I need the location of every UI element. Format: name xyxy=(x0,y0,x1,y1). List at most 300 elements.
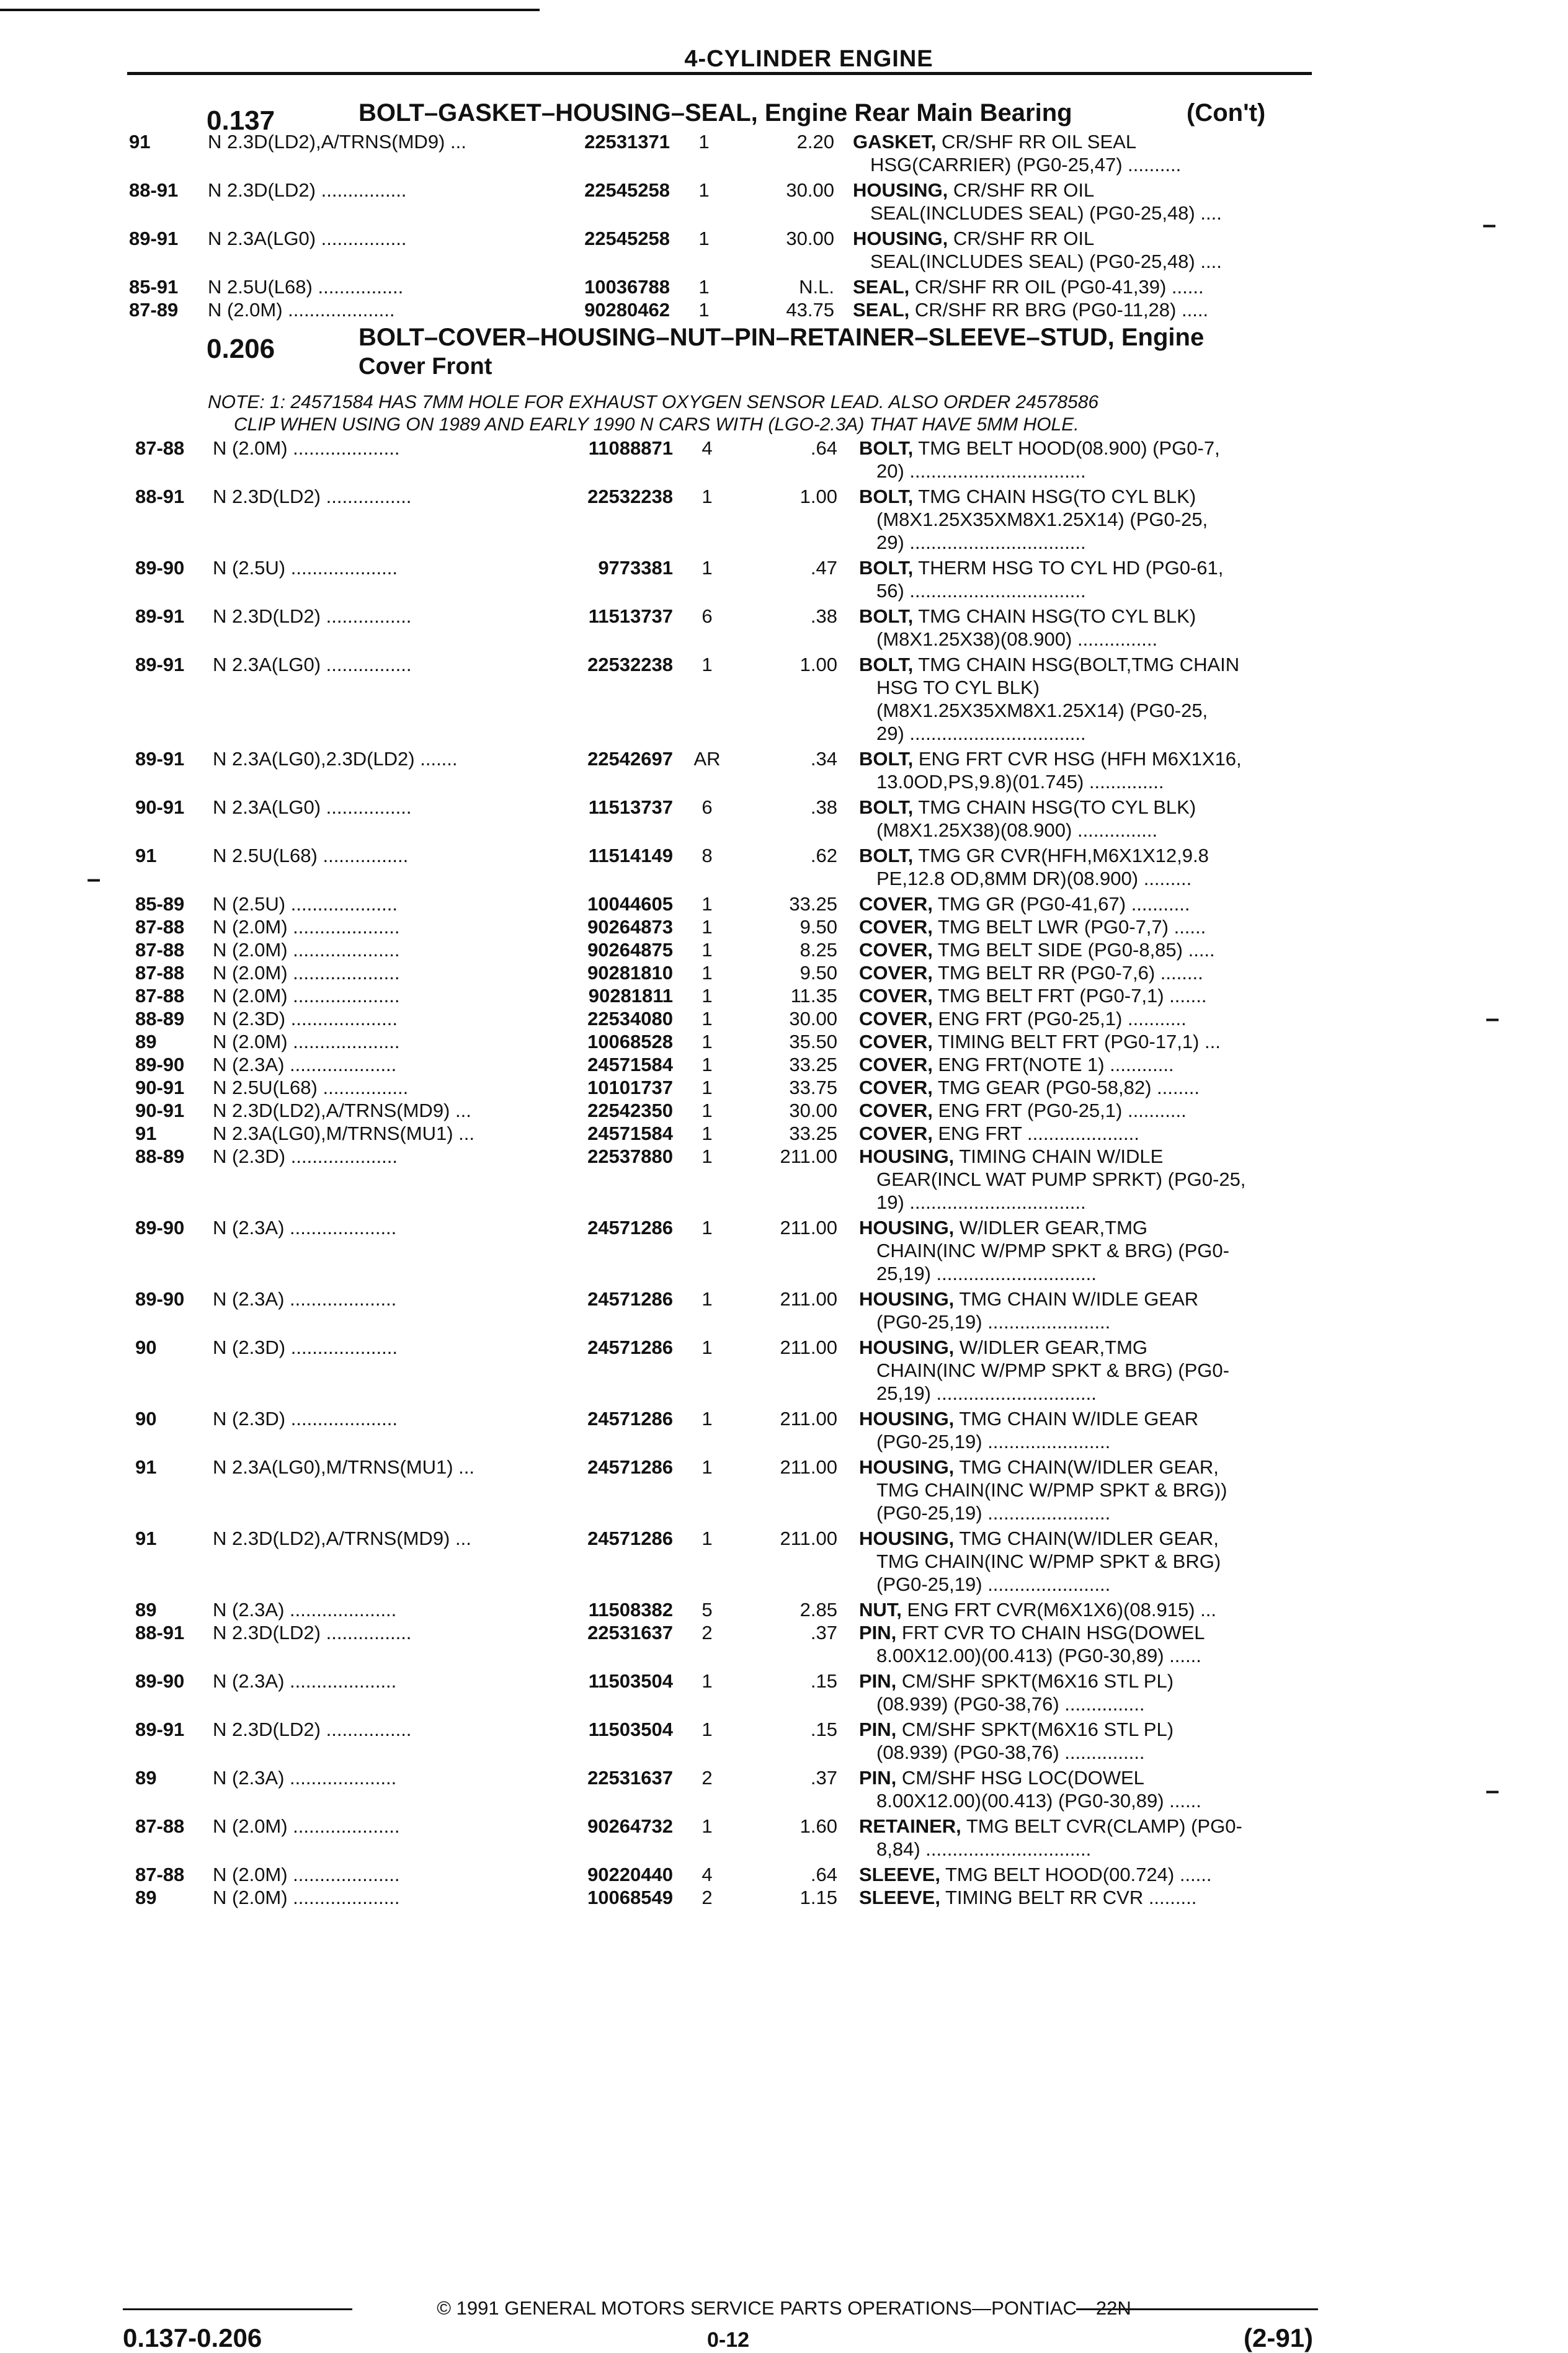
description-line: HOUSING, TMG CHAIN(W/IDLER GEAR, xyxy=(859,1528,1219,1549)
quantity: 1 xyxy=(698,131,710,153)
section-title: BOLT–GASKET–HOUSING–SEAL, Engine Rear Main Bearing xyxy=(359,99,1072,127)
description-continuation: (PG0-25,19) ....................... xyxy=(876,1311,1111,1333)
quantity: 1 xyxy=(698,299,710,321)
description-continuation: 29) ................................. xyxy=(876,723,1086,744)
part-description xyxy=(859,915,1315,938)
description-continuation: CHAIN(INC W/PMP SPKT & BRG) (PG0- xyxy=(876,1359,1229,1381)
description-continuation: CHAIN(INC W/PMP SPKT & BRG) (PG0- xyxy=(876,1240,1229,1261)
series-code: N 2.3D(LD2) ................ xyxy=(213,486,412,507)
quantity: 1 xyxy=(702,1288,713,1310)
price: 30.00 xyxy=(789,1100,837,1121)
series-code: N 2.3D(LD2),A/TRNS(MD9) ... xyxy=(213,1100,471,1121)
part-number: 90264732 xyxy=(587,1815,673,1837)
description-line: COVER, TMG BELT FRT (PG0-7,1) ....... xyxy=(859,985,1207,1007)
description-line: HOUSING, TMG CHAIN(W/IDLER GEAR, xyxy=(859,1456,1219,1478)
model-years: 91 xyxy=(129,131,151,153)
series-code: N (2.0M) .................... xyxy=(208,299,395,321)
part-description xyxy=(853,130,1309,176)
part-description xyxy=(859,1216,1315,1285)
part-description xyxy=(859,844,1315,890)
price: 33.25 xyxy=(789,1054,837,1075)
part-number: 22534080 xyxy=(587,1008,673,1030)
description-continuation: 13.0OD,PS,9.8)(01.745) .............. xyxy=(876,771,1164,793)
price: .62 xyxy=(810,845,837,866)
quantity: 1 xyxy=(702,1145,713,1167)
part-description xyxy=(859,1670,1315,1715)
part-number: 11508382 xyxy=(588,1599,673,1621)
description-continuation: (M8X1.25X35XM8X1.25X14) (PG0-25, xyxy=(876,700,1208,721)
price: 211.00 xyxy=(780,1408,837,1430)
quantity: 1 xyxy=(702,557,713,579)
quantity: 1 xyxy=(702,1123,713,1144)
quantity: 1 xyxy=(702,1815,713,1837)
section-note-line-2: CLIP WHEN USING ON 1989 AND EARLY 1990 N CARS WITH (LGO-2.3A) THAT HAVE 5MM HOLE. xyxy=(234,414,1079,435)
margin-mark: – xyxy=(87,865,101,892)
quantity: 1 xyxy=(702,939,713,961)
price: .34 xyxy=(810,748,837,770)
series-code: N (2.3A) .................... xyxy=(213,1288,397,1310)
price: 9.50 xyxy=(800,962,837,984)
series-code: N 2.3D(LD2) ................ xyxy=(213,1719,412,1740)
series-code: N (2.0M) .................... xyxy=(213,962,400,984)
margin-mark: – xyxy=(1482,211,1497,238)
description-line: COVER, ENG FRT(NOTE 1) ............ xyxy=(859,1054,1174,1075)
part-number: 22542350 xyxy=(587,1100,673,1121)
description-line: HOUSING, W/IDLER GEAR,TMG xyxy=(859,1217,1148,1239)
description-line: PIN, CM/SHF SPKT(M6X16 STL PL) xyxy=(859,1719,1174,1740)
part-description xyxy=(859,1122,1315,1145)
price: 30.00 xyxy=(789,1008,837,1030)
part-number: 24571286 xyxy=(587,1288,673,1310)
quantity: 1 xyxy=(702,1528,713,1549)
quantity: 1 xyxy=(702,1077,713,1098)
price: .37 xyxy=(810,1767,837,1789)
description-continuation: 25,19) .............................. xyxy=(876,1382,1097,1404)
part-number: 10101737 xyxy=(587,1077,673,1098)
model-years: 87-88 xyxy=(135,939,185,961)
series-code: N (2.0M) .................... xyxy=(213,1031,400,1052)
price: .15 xyxy=(810,1719,837,1740)
part-number: 11088871 xyxy=(588,437,673,459)
description-line: HOUSING, CR/SHF RR OIL xyxy=(853,179,1095,201)
description-line: RETAINER, TMG BELT CVR(CLAMP) (PG0- xyxy=(859,1815,1242,1837)
quantity: 8 xyxy=(702,845,713,866)
part-number: 24571584 xyxy=(587,1123,673,1144)
model-years: 89 xyxy=(135,1599,157,1621)
part-description xyxy=(859,1053,1315,1076)
quantity: 1 xyxy=(698,276,710,298)
quantity: 5 xyxy=(702,1599,713,1621)
part-number: 22545258 xyxy=(584,228,670,249)
quantity: 1 xyxy=(702,1100,713,1121)
description-line: COVER, TMG BELT RR (PG0-7,6) ........ xyxy=(859,962,1203,984)
model-years: 89-91 xyxy=(135,748,185,770)
part-number: 11514149 xyxy=(588,845,673,866)
part-number: 90281811 xyxy=(588,985,673,1007)
quantity: 2 xyxy=(702,1622,713,1644)
price: .38 xyxy=(810,796,837,818)
description-line: BOLT, TMG GR CVR(HFH,M6X1X12,9.8 xyxy=(859,845,1209,866)
model-years: 91 xyxy=(135,1123,157,1144)
quantity: 4 xyxy=(702,437,713,459)
part-description xyxy=(859,984,1315,1007)
series-code: N 2.3D(LD2) ................ xyxy=(213,605,412,627)
model-years: 89 xyxy=(135,1887,157,1908)
description-line: COVER, TMG GR (PG0-41,67) ........... xyxy=(859,893,1190,915)
part-description xyxy=(859,1007,1315,1030)
quantity: 2 xyxy=(702,1767,713,1789)
model-years: 88-91 xyxy=(135,1622,185,1644)
part-description xyxy=(859,1076,1315,1099)
quantity: 1 xyxy=(702,1670,713,1692)
description-continuation: TMG CHAIN(INC W/PMP SPKT & BRG)) xyxy=(876,1479,1227,1501)
series-code: N (2.3A) .................... xyxy=(213,1767,397,1789)
part-description xyxy=(859,653,1315,745)
description-line: BOLT, TMG CHAIN HSG(BOLT,TMG CHAIN xyxy=(859,654,1240,675)
series-code: N 2.3D(LD2) ................ xyxy=(208,179,407,201)
price: 8.25 xyxy=(800,939,837,961)
description-line: COVER, TMG GEAR (PG0-58,82) ........ xyxy=(859,1077,1200,1098)
description-line: COVER, ENG FRT ..................... xyxy=(859,1123,1139,1144)
quantity: 6 xyxy=(702,605,713,627)
part-number: 24571286 xyxy=(587,1337,673,1358)
footer-section-range: 0.137-0.206 xyxy=(123,2323,262,2352)
description-continuation: (08.939) (PG0-38,76) ............... xyxy=(876,1693,1145,1715)
part-description xyxy=(859,1030,1315,1053)
series-code: N (2.3D) .................... xyxy=(213,1008,398,1030)
description-line: COVER, ENG FRT (PG0-25,1) ........... xyxy=(859,1008,1187,1030)
model-years: 91 xyxy=(135,1528,157,1549)
model-years: 89-90 xyxy=(135,1217,185,1239)
model-years: 89 xyxy=(135,1767,157,1789)
series-code: N 2.3D(LD2),A/TRNS(MD9) ... xyxy=(208,131,466,153)
section-title-cont: Cover Front xyxy=(359,354,492,380)
price: 35.50 xyxy=(789,1031,837,1052)
series-code: N (2.3A) .................... xyxy=(213,1599,397,1621)
description-line: HOUSING, CR/SHF RR OIL xyxy=(853,228,1095,249)
series-code: N 2.3D(LD2) ................ xyxy=(213,1622,412,1644)
part-number: 10044605 xyxy=(587,893,673,915)
part-number: 24571286 xyxy=(587,1456,673,1478)
description-continuation: HSG(CARRIER) (PG0-25,47) .......... xyxy=(870,154,1182,176)
quantity: 2 xyxy=(702,1887,713,1908)
part-number: 24571286 xyxy=(587,1408,673,1430)
part-description xyxy=(859,605,1315,651)
part-number: 24571286 xyxy=(587,1217,673,1239)
description-continuation: (M8X1.25X35XM8X1.25X14) (PG0-25, xyxy=(876,509,1208,530)
series-code: N 2.3A(LG0),M/TRNS(MU1) ... xyxy=(213,1456,474,1478)
footer-page-number: 0-12 xyxy=(707,2328,750,2352)
model-years: 90-91 xyxy=(135,1077,185,1098)
series-code: N (2.5U) .................... xyxy=(213,557,398,579)
part-description xyxy=(859,1407,1315,1453)
model-years: 88-89 xyxy=(135,1008,185,1030)
series-code: N 2.5U(L68) ................ xyxy=(213,845,409,866)
section-note-line-1: NOTE: 1: 24571584 HAS 7MM HOLE FOR EXHAUST OXYGEN SENSOR LEAD. ALSO ORDER 24578586 xyxy=(208,392,1099,412)
description-continuation: TMG CHAIN(INC W/PMP SPKT & BRG) xyxy=(876,1550,1221,1572)
description-continuation: 20) ................................. xyxy=(876,460,1086,482)
price: 1.15 xyxy=(800,1887,837,1908)
model-years: 87-88 xyxy=(135,437,185,459)
description-line: SLEEVE, TMG BELT HOOD(00.724) ...... xyxy=(859,1864,1212,1885)
description-line: BOLT, TMG BELT HOOD(08.900) (PG0-7, xyxy=(859,437,1220,459)
price: .47 xyxy=(810,557,837,579)
part-description xyxy=(859,437,1315,483)
margin-mark: – xyxy=(1486,1005,1500,1032)
part-description xyxy=(859,1527,1315,1596)
description-continuation: (08.939) (PG0-38,76) ............... xyxy=(876,1741,1145,1763)
part-number: 22537880 xyxy=(587,1145,673,1167)
description-line: SLEEVE, TIMING BELT RR CVR ......... xyxy=(859,1887,1197,1908)
description-line: HOUSING, TMG CHAIN W/IDLE GEAR xyxy=(859,1408,1199,1430)
series-code: N 2.3A(LG0),2.3D(LD2) ....... xyxy=(213,748,458,770)
model-years: 89-90 xyxy=(135,1670,185,1692)
model-years: 90-91 xyxy=(135,796,185,818)
description-line: COVER, TMG BELT SIDE (PG0-8,85) ..... xyxy=(859,939,1215,961)
model-years: 89-90 xyxy=(135,557,185,579)
section-number: 0.206 xyxy=(207,334,275,364)
description-continuation: (PG0-25,19) ....................... xyxy=(876,1573,1111,1595)
footer-copyright: © 1991 GENERAL MOTORS SERVICE PARTS OPERATIONS—PONTIAC—22N xyxy=(437,2297,1131,2319)
series-code: N (2.3A) .................... xyxy=(213,1670,397,1692)
price: .15 xyxy=(810,1670,837,1692)
part-description xyxy=(859,1336,1315,1405)
price: 2.85 xyxy=(800,1599,837,1621)
part-number: 22532238 xyxy=(587,654,673,675)
quantity: 1 xyxy=(702,1031,713,1052)
part-number: 90281810 xyxy=(587,962,673,984)
part-number: 90264875 xyxy=(587,939,673,961)
model-years: 87-88 xyxy=(135,985,185,1007)
model-years: 89-91 xyxy=(135,1719,185,1740)
description-line: HOUSING, TMG CHAIN W/IDLE GEAR xyxy=(859,1288,1199,1310)
part-number: 11513737 xyxy=(588,796,673,818)
model-years: 89-90 xyxy=(135,1054,185,1075)
price: 9.50 xyxy=(800,916,837,938)
price: 211.00 xyxy=(780,1456,837,1478)
part-number: 10036788 xyxy=(584,276,670,298)
model-years: 87-88 xyxy=(135,1815,185,1837)
part-number: 22531371 xyxy=(584,131,670,153)
series-code: N (2.3A) .................... xyxy=(213,1054,397,1075)
quantity: 1 xyxy=(702,1408,713,1430)
description-line: COVER, TMG BELT LWR (PG0-7,7) ...... xyxy=(859,916,1206,938)
price: 1.60 xyxy=(800,1815,837,1837)
description-continuation: 56) ................................. xyxy=(876,580,1086,602)
price: 211.00 xyxy=(780,1217,837,1239)
model-years: 87-89 xyxy=(129,299,179,321)
description-continuation: SEAL(INCLUDES SEAL) (PG0-25,48) .... xyxy=(870,251,1222,272)
quantity: 1 xyxy=(702,985,713,1007)
description-line: HOUSING, TIMING CHAIN W/IDLE xyxy=(859,1145,1164,1167)
quantity: 1 xyxy=(698,179,710,201)
price: .64 xyxy=(810,1864,837,1885)
part-description xyxy=(853,298,1309,321)
part-description xyxy=(859,1145,1315,1214)
part-description xyxy=(853,179,1309,225)
description-continuation: (M8X1.25X38)(08.900) ............... xyxy=(876,819,1158,841)
part-description xyxy=(853,275,1309,298)
part-number: 11503504 xyxy=(588,1670,673,1692)
description-line: BOLT, ENG FRT CVR HSG (HFH M6X1X16, xyxy=(859,748,1242,770)
price: 1.00 xyxy=(800,654,837,675)
description-line: PIN, FRT CVR TO CHAIN HSG(DOWEL xyxy=(859,1622,1205,1644)
series-code: N 2.5U(L68) ................ xyxy=(208,276,404,298)
description-continuation: SEAL(INCLUDES SEAL) (PG0-25,48) .... xyxy=(870,202,1222,224)
series-code: N 2.3A(LG0) ................ xyxy=(213,654,412,675)
price: 33.25 xyxy=(789,1123,837,1144)
model-years: 90 xyxy=(135,1337,157,1358)
quantity: AR xyxy=(693,748,721,770)
quantity: 1 xyxy=(702,1719,713,1740)
price: 30.00 xyxy=(786,228,834,249)
part-number: 90220440 xyxy=(587,1864,673,1885)
description-line: HOUSING, W/IDLER GEAR,TMG xyxy=(859,1337,1148,1358)
model-years: 85-91 xyxy=(129,276,179,298)
series-code: N (2.0M) .................... xyxy=(213,985,400,1007)
model-years: 89 xyxy=(135,1031,157,1052)
description-continuation: PE,12.8 OD,8MM DR)(08.900) ......... xyxy=(876,868,1192,889)
part-description xyxy=(859,1621,1315,1667)
series-code: N (2.3D) .................... xyxy=(213,1408,398,1430)
model-years: 89-91 xyxy=(135,605,185,627)
part-number: 22531637 xyxy=(587,1767,673,1789)
part-description xyxy=(859,1718,1315,1764)
model-years: 91 xyxy=(135,845,157,866)
part-number: 11513737 xyxy=(588,605,673,627)
description-line: BOLT, TMG CHAIN HSG(TO CYL BLK) xyxy=(859,796,1196,818)
model-years: 88-91 xyxy=(129,179,179,201)
series-code: N 2.3A(LG0),M/TRNS(MU1) ... xyxy=(213,1123,474,1144)
price: 211.00 xyxy=(780,1145,837,1167)
quantity: 1 xyxy=(698,228,710,249)
description-line: GASKET, CR/SHF RR OIL SEAL xyxy=(853,131,1137,153)
price: .38 xyxy=(810,605,837,627)
description-line: BOLT, TMG CHAIN HSG(TO CYL BLK) xyxy=(859,605,1196,627)
description-continuation: 8.00X12.00)(00.413) (PG0-30,89) ...... xyxy=(876,1645,1201,1666)
quantity: 1 xyxy=(702,654,713,675)
part-description xyxy=(853,227,1309,273)
margin-mark: – xyxy=(1486,1777,1500,1804)
description-continuation: 19) ................................. xyxy=(876,1191,1086,1213)
description-continuation: 8.00X12.00)(00.413) (PG0-30,89) ...... xyxy=(876,1790,1201,1812)
description-continuation: (PG0-25,19) ....................... xyxy=(876,1502,1111,1524)
part-description xyxy=(859,1886,1315,1909)
description-continuation: GEAR(INCL WAT PUMP SPRKT) (PG0-25, xyxy=(876,1168,1246,1190)
series-code: N (2.0M) .................... xyxy=(213,437,400,459)
price: 43.75 xyxy=(786,299,834,321)
quantity: 1 xyxy=(702,1337,713,1358)
model-years: 87-88 xyxy=(135,962,185,984)
price: 11.35 xyxy=(790,985,837,1007)
quantity: 1 xyxy=(702,1217,713,1239)
price: 33.75 xyxy=(789,1077,837,1098)
quantity: 1 xyxy=(702,893,713,915)
series-code: N (2.0M) .................... xyxy=(213,1864,400,1885)
part-number: 22545258 xyxy=(584,179,670,201)
part-description xyxy=(859,1288,1315,1333)
part-number: 22532238 xyxy=(587,486,673,507)
part-description xyxy=(859,961,1315,984)
quantity: 6 xyxy=(702,796,713,818)
series-code: N (2.0M) .................... xyxy=(213,939,400,961)
series-code: N 2.3D(LD2),A/TRNS(MD9) ... xyxy=(213,1528,471,1549)
series-code: N (2.3D) .................... xyxy=(213,1337,398,1358)
model-years: 88-91 xyxy=(135,486,185,507)
quantity: 1 xyxy=(702,1008,713,1030)
price: N.L. xyxy=(799,276,834,298)
model-years: 85-89 xyxy=(135,893,185,915)
series-code: N (2.0M) .................... xyxy=(213,1815,400,1837)
part-description xyxy=(859,1598,1315,1621)
price: 33.25 xyxy=(789,893,837,915)
part-number: 11503504 xyxy=(588,1719,673,1740)
price: 2.20 xyxy=(796,131,834,153)
model-years: 89-90 xyxy=(135,1288,185,1310)
series-code: N 2.3A(LG0) ................ xyxy=(208,228,407,249)
model-years: 87-88 xyxy=(135,916,185,938)
model-years: 91 xyxy=(135,1456,157,1478)
description-line: COVER, TIMING BELT FRT (PG0-17,1) ... xyxy=(859,1031,1221,1052)
part-number: 22542697 xyxy=(587,748,673,770)
series-code: N (2.3A) .................... xyxy=(213,1217,397,1239)
description-line: COVER, ENG FRT (PG0-25,1) ........... xyxy=(859,1100,1187,1121)
section-number: 0.137 xyxy=(207,105,275,136)
series-code: N 2.3A(LG0) ................ xyxy=(213,796,412,818)
description-continuation: (M8X1.25X38)(08.900) ............... xyxy=(876,628,1158,650)
price: 211.00 xyxy=(780,1528,837,1549)
model-years: 88-89 xyxy=(135,1145,185,1167)
model-years: 89-91 xyxy=(135,654,185,675)
price: .37 xyxy=(810,1622,837,1644)
part-number: 90264873 xyxy=(587,916,673,938)
series-code: N (2.0M) .................... xyxy=(213,1887,400,1908)
part-description xyxy=(859,485,1315,554)
section-continued: (Con't) xyxy=(1187,99,1266,127)
description-continuation: 25,19) .............................. xyxy=(876,1263,1097,1284)
part-description xyxy=(859,938,1315,961)
page-header: 4-CYLINDER ENGINE xyxy=(684,46,933,72)
description-continuation: HSG TO CYL BLK) xyxy=(876,677,1040,698)
description-continuation: 8,84) ............................... xyxy=(876,1838,1092,1860)
quantity: 4 xyxy=(702,1864,713,1885)
description-line: NUT, ENG FRT CVR(M6X1X6)(08.915) ... xyxy=(859,1599,1216,1621)
footer-date: (2-91) xyxy=(1244,2323,1314,2352)
part-description xyxy=(859,892,1315,915)
part-description xyxy=(859,747,1315,793)
description-continuation: 29) ................................. xyxy=(876,532,1086,553)
part-number: 10068549 xyxy=(587,1887,673,1908)
part-number: 24571286 xyxy=(587,1528,673,1549)
description-line: SEAL, CR/SHF RR OIL (PG0-41,39) ...... xyxy=(853,276,1204,298)
part-number: 10068528 xyxy=(587,1031,673,1052)
description-line: BOLT, TMG CHAIN HSG(TO CYL BLK) xyxy=(859,486,1196,507)
part-number: 22531637 xyxy=(587,1622,673,1644)
part-number: 24571584 xyxy=(587,1054,673,1075)
series-code: N 2.5U(L68) ................ xyxy=(213,1077,409,1098)
quantity: 1 xyxy=(702,916,713,938)
quantity: 1 xyxy=(702,1456,713,1478)
part-description xyxy=(859,1815,1315,1861)
part-number: 90280462 xyxy=(584,299,670,321)
series-code: N (2.0M) .................... xyxy=(213,916,400,938)
quantity: 1 xyxy=(702,1054,713,1075)
part-description xyxy=(859,1766,1315,1812)
model-years: 87-88 xyxy=(135,1864,185,1885)
description-line: BOLT, THERM HSG TO CYL HD (PG0-61, xyxy=(859,557,1224,579)
part-description xyxy=(859,1863,1315,1886)
model-years: 89-91 xyxy=(129,228,179,249)
